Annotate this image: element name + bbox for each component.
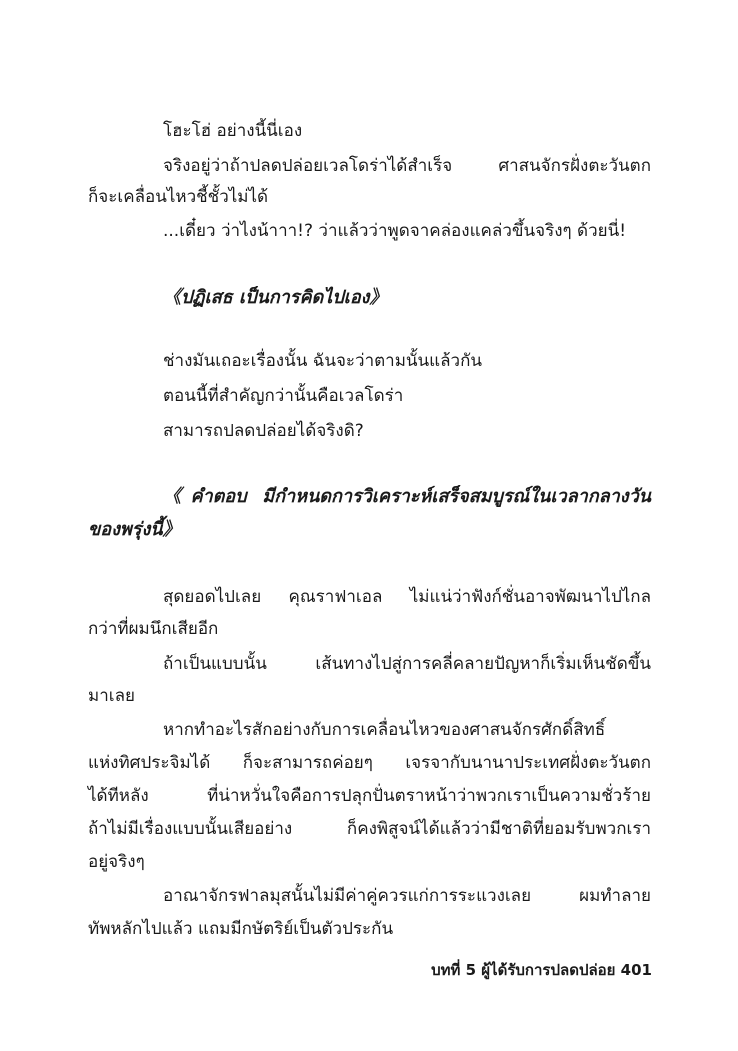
system-message: ของพรุ่งนี้》 <box>88 519 181 540</box>
paragraph-line: หากทำอะไรสักอย่างกับการเคลื่อนไหวของศาสนจักรศักดิ์สิทธิ์ <box>163 720 606 740</box>
paragraph-line: ก็จะเคลื่อนไหวชี้ชั้วไม่ได้ <box>88 187 269 207</box>
paragraph-line: ช่างมันเถอะเรื่องนั้น ฉันจะว่าตามนั้นแล้วกัน <box>163 351 483 371</box>
system-message: 《คำตอบ มีกำหนดการวิเคราะห์เสร็จสมบูรณ์ในเวลากลางวัน <box>163 486 651 507</box>
paragraph-line: ตอนนี้ที่สำคัญกว่านั้นคือเวลโดร่า <box>163 386 404 406</box>
paragraph-line: โฮะโฮ่ อย่างนี้นี่เอง <box>163 121 303 141</box>
paragraph-line: สามารถปลดปล่อยได้จริงดิ? <box>163 421 364 441</box>
paragraph-line: ถ้าเป็นแบบนั้น เส้นทางไปสู่การคลี่คลายปัญหาก็เริ่มเห็นชัดขึ้น <box>163 654 651 674</box>
paragraph-line: ทัพหลักไปแล้ว แถมมีกษัตริย์เป็นตัวประกัน <box>88 919 394 939</box>
paragraph-line: จริงอยู่ว่าถ้าปลดปล่อยเวลโดร่าได้สำเร็จ ศาสนจักรฝั่งตะวันตก <box>163 156 651 176</box>
paragraph-line: กว่าที่ผมนึกเสียอีก <box>88 619 219 639</box>
paragraph-line: ถ้าไม่มีเรื่องแบบนั้นเสียอย่าง ก็คงพิสูจน์ได้แล้วว่ามีชาติที่ยอมรับพวกเรา <box>88 819 651 839</box>
running-footer: บทที่ 5 ผู้ได้รับการปลดปล่อย 401 <box>431 961 652 979</box>
paragraph-line: ได้ทีหลัง ที่น่าหวั่นใจคือการปลุกปั่นตราหน้าว่าพวกเราเป็นความชั่วร้าย <box>88 786 651 806</box>
paragraph-line: อาณาจักรฟาลมุสนั้นไม่มีค่าคู่ควรแก่การระแวงเลย ผมทำลาย <box>163 886 651 906</box>
paragraph-line: สุดยอดไปเลย คุณราฟาเอล ไม่แน่ว่าฟังก์ชั่นอาจพัฒนาไปไกล <box>163 587 651 607</box>
paragraph-line: อยู่จริงๆ <box>88 852 145 872</box>
system-message: 《ปฏิเสธ เป็นการคิดไปเอง》 <box>163 287 388 308</box>
paragraph-line: แห่งทิศประจิมได้ ก็จะสามารถค่อยๆ เจรจากับนานาประเทศฝั่งตะวันตก <box>88 753 651 773</box>
paragraph-line: มาเลย <box>88 686 135 706</box>
paragraph-line: ...เดี๋ยว ว่าไงน้าาา!? ว่าแล้วว่าพูดจาคล่องแคล่วขึ้นจริงๆ ด้วยนี่! <box>163 221 627 241</box>
